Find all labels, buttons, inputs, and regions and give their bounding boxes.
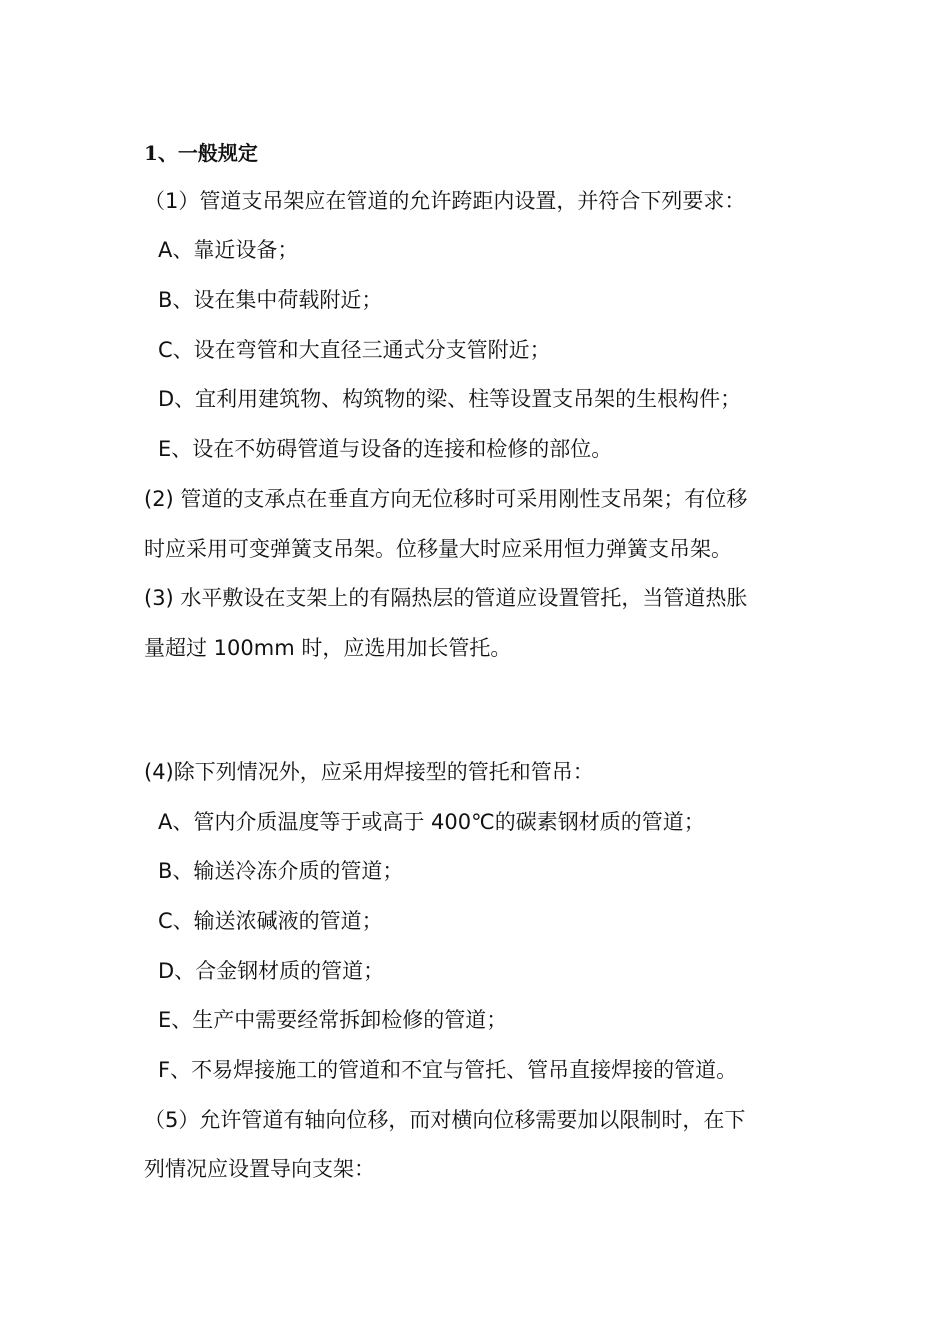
list-item-4a: A、管内介质温度等于或高于 400℃的碳素钢材质的管道； xyxy=(158,810,705,834)
list-item-1e: E、设在不妨碍管道与设备的连接和检修的部位。 xyxy=(158,437,613,461)
list-item-4c: C、输送浓碱液的管道； xyxy=(158,909,383,933)
paragraph-3-line-2: 量超过 100mm 时，应选用加长管托。 xyxy=(144,636,512,660)
list-item-4d: D、合金钢材质的管道； xyxy=(158,959,385,983)
paragraph-3-line-1: (3) 水平敷设在支架上的有隔热层的管道应设置管托，当管道热胀 xyxy=(144,586,748,610)
paragraph-4: (4)除下列情况外，应采用焊接型的管托和管吊： xyxy=(144,760,594,784)
paragraph-5-line-2: 列情况应设置导向支架： xyxy=(144,1157,375,1181)
list-item-1d: D、宜利用建筑物、构筑物的梁、柱等设置支吊架的生根构件； xyxy=(158,387,742,411)
list-item-4f: F、不易焊接施工的管道和不宜与管托、管吊直接焊接的管道。 xyxy=(158,1058,738,1082)
section-heading: 1、一般规定 xyxy=(144,141,258,165)
list-item-4b: B、输送冷冻介质的管道； xyxy=(158,859,404,883)
list-item-1a: A、靠近设备； xyxy=(158,238,299,262)
list-item-4e: E、生产中需要经常拆卸检修的管道； xyxy=(158,1008,508,1032)
list-item-1c: C、设在弯管和大直径三通式分支管附近； xyxy=(158,338,551,362)
paragraph-2-line-1: (2) 管道的支承点在垂直方向无位移时可采用刚性支吊架；有位移 xyxy=(144,487,748,511)
paragraph-2-line-2: 时应采用可变弹簧支吊架。位移量大时应采用恒力弹簧支吊架。 xyxy=(144,537,732,561)
list-item-1b: B、设在集中荷载附近； xyxy=(158,288,383,312)
paragraph-5-line-1: （5）允许管道有轴向位移，而对横向位移需要加以限制时，在下 xyxy=(144,1108,746,1132)
paragraph-1: （1）管道支吊架应在管道的允许跨距内设置，并符合下列要求： xyxy=(144,189,746,213)
